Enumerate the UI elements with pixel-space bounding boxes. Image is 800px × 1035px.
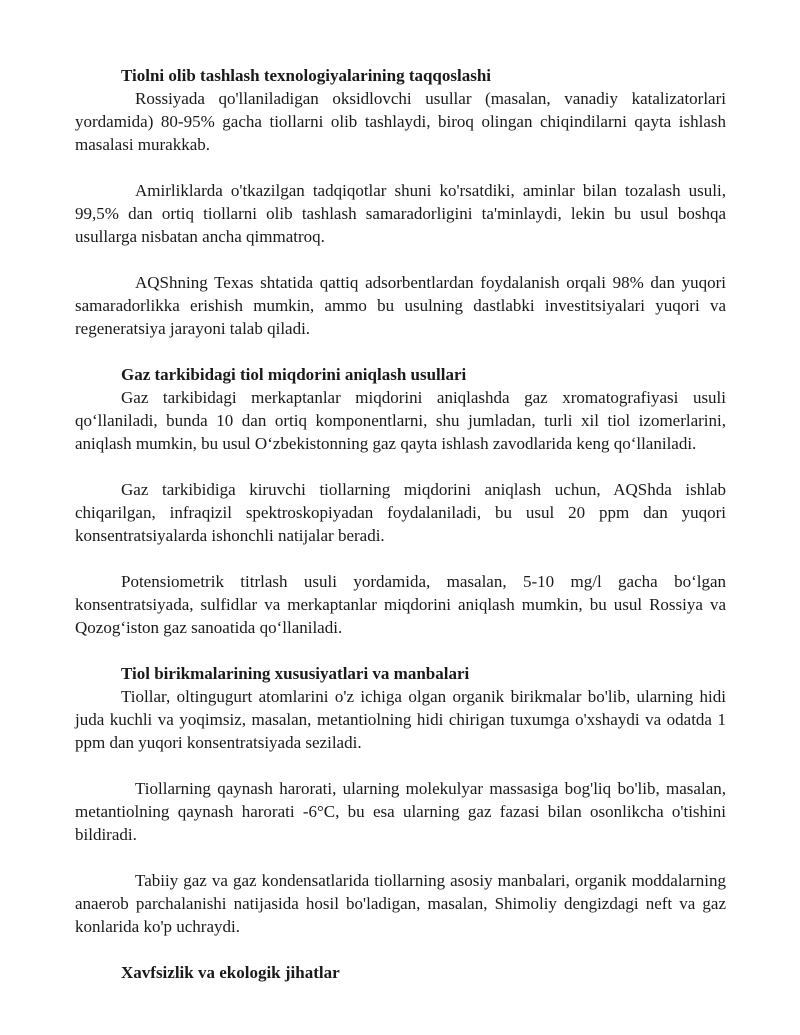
paragraph: Gaz tarkibidagi merkaptanlar miqdorini aniqlashda gaz xromatografiyasi usuli qo‘llaniladi, bunda 10 dan ortiq komponentlarni, shu jumladan, turli xil tiol izomerlarini, aniqlash mumkin, bu usul O‘zbekistonning gaz qayta ishlash zavodlarida keng qo‘llaniladi.: [75, 388, 726, 453]
paragraph: Tiollarning qaynash harorati, ularning molekulyar massasiga bog'liq bo'lib, masalan, metantiolning qaynash harorati -6°C, bu esa ularning gaz fazasi bilan osonlikcha o'tishini bildiradi.: [75, 779, 726, 844]
paragraph: Rossiyada qo'llaniladigan oksidlovchi usullar (masalan, vanadiy katalizatorlari yordamida) 80-95% gacha tiollarni olib tashlaydi, biroq olingan chiqindilarni qayta ishlash masalasi murakkab.: [75, 89, 726, 154]
paragraph: Amirliklarda o'tkazilgan tadqiqotlar shuni ko'rsatdiki, aminlar bilan tozalash usuli, 99,5% dan ortiq tiollarni olib tashlash samaradorligini ta'minlaydi, lekin bu usul boshqa usullarga nisbatan ancha qimmatroq.: [75, 181, 726, 246]
paragraph: AQShning Texas shtatida qattiq adsorbentlardan foydalanish orqali 98% dan yuqori samaradorlikka erishish mumkin, ammo bu usulning dastlabki investitsiyalari yuqori va regeneratsiya jarayoni talab qiladi.: [75, 273, 726, 338]
paragraph: Gaz tarkibidiga kiruvchi tiollarning miqdorini aniqlash uchun, AQShda ishlab chiqarilgan, infraqizil spektroskopiyadan foydalaniladi, bu usul 20 ppm dan yuqori konsentratsiyalarda ishonchli natijalar beradi.: [75, 480, 726, 545]
section-heading: Xavfsizlik va ekologik jihatlar: [121, 963, 340, 982]
section-heading: Tiol birikmalarining xususiyatlari va manbalari: [121, 664, 470, 683]
paragraph: Tabiiy gaz va gaz kondensatlarida tiollarning asosiy manbalari, organik moddalarning anaerob parchalanishi natijasida hosil bo'ladigan, masalan, Shimoliy dengizdagi neft va gaz konlarida ko'p uchraydi.: [75, 871, 726, 936]
document-page: [75, 64, 726, 984]
paragraph: Tiollar, oltingugurt atomlarini o'z ichiga olgan organik birikmalar bo'lib, ularning hidi juda kuchli va yoqimsiz, masalan, metantiolning hidi chirigan tuxumga o'xshaydi va odatda 1 ppm dan yuqori konsentratsiyada seziladi.: [75, 687, 726, 752]
section-heading: Tiolni olib tashlash texnologiyalarining taqqoslashi: [121, 66, 492, 85]
section-heading: Gaz tarkibidagi tiol miqdorini aniqlash usullari: [121, 365, 467, 384]
paragraph: Potensiometrik titrlash usuli yordamida, masalan, 5-10 mg/l gacha bo‘lgan konsentratsiyada, sulfidlar va merkaptanlar miqdorini aniqlash mumkin, bu usul Rossiya va Qozog‘iston gaz sanoatida qo‘llaniladi.: [75, 572, 726, 637]
